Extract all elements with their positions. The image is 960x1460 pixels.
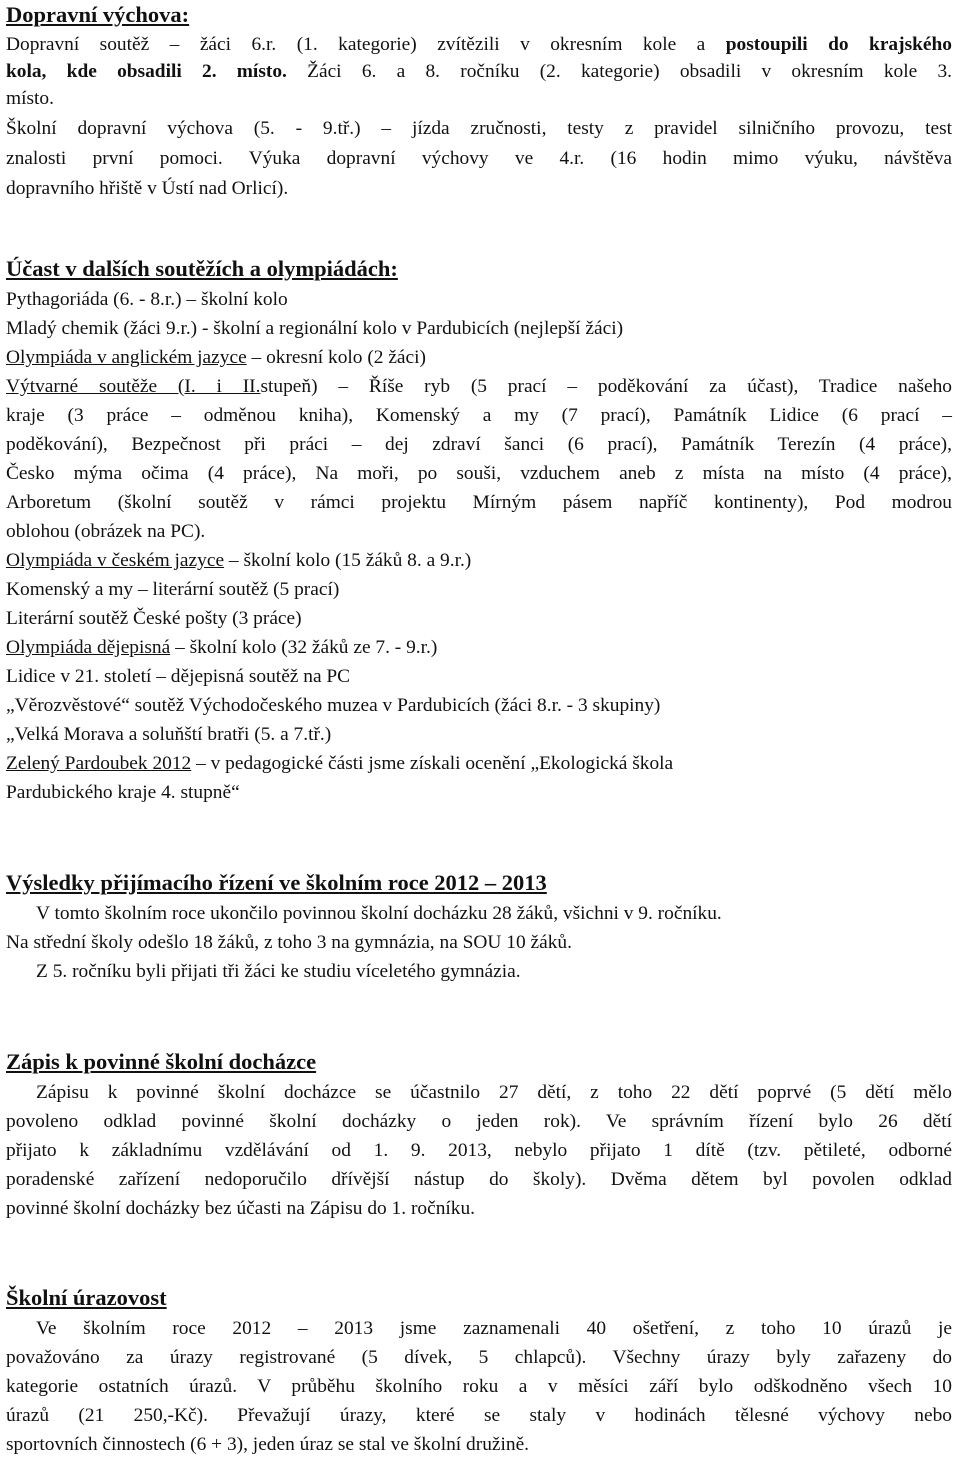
list-item-komensky: Komenský a my – literární soutěž (5 prací) <box>6 579 340 600</box>
list-item-dejepis <box>6 635 952 661</box>
paragraph-line: oblohou (obrázek na PC). <box>6 521 206 542</box>
list-item-chemik: Mladý chemik (žáci 9.r.) - školní a regionální kolo v Pardubicích (nejlepší žáci) <box>6 318 624 339</box>
paragraph-line: Z 5. ročníku byli přijati tři žáci ke studiu víceletého gymnázia. <box>36 961 521 982</box>
paragraph-line: místo. <box>6 88 54 109</box>
paragraph-line: povoleno odklad povinné školní docházky o jeden rok). Ve správním řízení bylo 26 dětí <box>6 1111 952 1132</box>
text-span: Dopravní soutěž – žáci 6.r. (1. kategorie) zvítězili v okresním kole a <box>6 34 726 55</box>
paragraph-line: Pardubického kraje 4. stupně“ <box>6 782 240 803</box>
underlined-title: Výtvarné soutěže (I. i II. <box>6 376 261 397</box>
section-heading-urazovost: Školní úrazovost <box>6 1285 167 1310</box>
paragraph-line: Česko mýma očima (4 práce), Na moři, po souši, vzduchem aneb z místa na místo (4 práce), <box>6 463 952 484</box>
list-item-pardoubek <box>6 751 952 777</box>
paragraph-line: znalosti první pomoci. Výuka dopravní výchovy ve 4.r. (16 hodin mimo výuku, návštěva <box>6 148 952 169</box>
paragraph-line: kraje (3 práce – odměnou kniha), Komenský a my (7 prací), Památník Lidice (6 prací – <box>6 405 952 426</box>
paragraph-line <box>6 59 952 85</box>
list-item-pythagoriada: Pythagoriáda (6. - 8.r.) – školní kolo <box>6 289 288 310</box>
section-heading-ucast: Účast v dalších soutěžích a olympiádách: <box>6 256 398 281</box>
list-item-morava: „Velká Morava a soluňští bratři (5. a 7.tř.) <box>6 724 332 745</box>
paragraph-line: Zápisu k povinné školní docházce se účastnilo 27 dětí, z toho 22 dětí poprvé (5 dětí mělo <box>36 1082 952 1103</box>
list-item-verozvestove: „Věrozvěstové“ soutěž Východočeského muzea v Pardubicích (žáci 8.r. - 3 skupiny) <box>6 695 661 716</box>
paragraph-line: Ve školním roce 2012 – 2013 jsme zaznamenali 40 ošetření, z toho 10 úrazů je <box>36 1318 952 1339</box>
section-heading-vysledky: Výsledky přijímacího řízení ve školním roce 2012 – 2013 <box>6 870 547 895</box>
paragraph-line: úrazů (21 250,-Kč). Převažují úrazy, které se staly v hodinách tělesné výchovy nebo <box>6 1405 952 1426</box>
paragraph-line: Arboretum (školní soutěž v rámci projektu Mírným pásem napříč kontinenty), Pod modrou <box>6 492 952 513</box>
list-item-lidice: Lidice v 21. století – dějepisná soutěž na PC <box>6 666 351 687</box>
section-heading-zapis: Zápis k povinné školní docházce <box>6 1049 317 1074</box>
underlined-title: Olympiáda v anglickém jazyce <box>6 347 247 368</box>
text-span: Žáci 6. a 8. ročníku (2. kategorie) obsadili v okresním kole 3. <box>286 61 952 82</box>
text-span: – školní kolo (32 žáků ze 7. - 9.r.) <box>170 637 438 658</box>
paragraph-line: přijato k základnímu vzdělávání od 1. 9. 2013, nebylo přijato 1 dítě (tzv. pětileté, odborné <box>6 1140 952 1161</box>
paragraph-line: Školní dopravní výchova (5. - 9.tř.) – jízda zručnosti, testy z pravidel silničního provozu, test <box>6 118 952 139</box>
underlined-title: Olympiáda v českém jazyce <box>6 550 225 571</box>
list-item-anglictina <box>6 345 952 371</box>
bold-text: postoupili do krajského <box>725 34 952 55</box>
paragraph-line: považováno za úrazy registrované (5 dívek, 5 chlapců). Všechny úrazy byly zařazeny do <box>6 1347 952 1368</box>
paragraph-line: poděkování), Bezpečnost při práci – dej zdraví šanci (6 prací), Památník Terezín (4 práce), <box>6 434 952 455</box>
paragraph-line <box>6 32 952 58</box>
paragraph-line: dopravního hřiště v Ústí nad Orlicí). <box>6 178 289 199</box>
text-span: stupeň) – Říše ryb (5 prací – poděkování za účast), Tradice našeho <box>260 376 952 397</box>
paragraph-line: sportovních činnostech (6 + 3), jeden úraz se stal ve školní družině. <box>6 1434 530 1455</box>
list-item-posta: Literární soutěž České pošty (3 práce) <box>6 608 302 629</box>
paragraph-line: V tomto školním roce ukončilo povinnou školní docházku 28 žáků, všichni v 9. ročníku. <box>36 903 722 924</box>
list-item-cestina <box>6 548 952 574</box>
paragraph-line: Na střední školy odešlo 18 žáků, z toho 3 na gymnázia, na SOU 10 žáků. <box>6 932 572 953</box>
underlined-title: Zelený Pardoubek 2012 <box>6 753 192 774</box>
section-heading-dopravni-vychova: Dopravní výchova: <box>6 2 190 27</box>
bold-text: kola, kde obsadili 2. místo. <box>6 61 287 82</box>
text-span: – v pedagogické části jsme získali ocenění „Ekologická škola <box>191 753 674 774</box>
paragraph-line: poradenské zařízení nedoporučilo dřívější nástup do školy). Dvěma dětem byl povolen odklad <box>6 1169 952 1190</box>
paragraph-line: povinné školní docházky bez účasti na Zápisu do 1. ročníku. <box>6 1198 476 1219</box>
text-span: – školní kolo (15 žáků 8. a 9.r.) <box>224 550 472 571</box>
paragraph-line: kategorie ostatních úrazů. V průběhu školního roku a v měsíci září bylo odškodněno všech 10 <box>6 1376 952 1397</box>
list-item-vytvarne <box>6 374 952 400</box>
underlined-title: Olympiáda dějepisná <box>6 637 171 658</box>
text-span: – okresní kolo (2 žáci) <box>246 347 426 368</box>
